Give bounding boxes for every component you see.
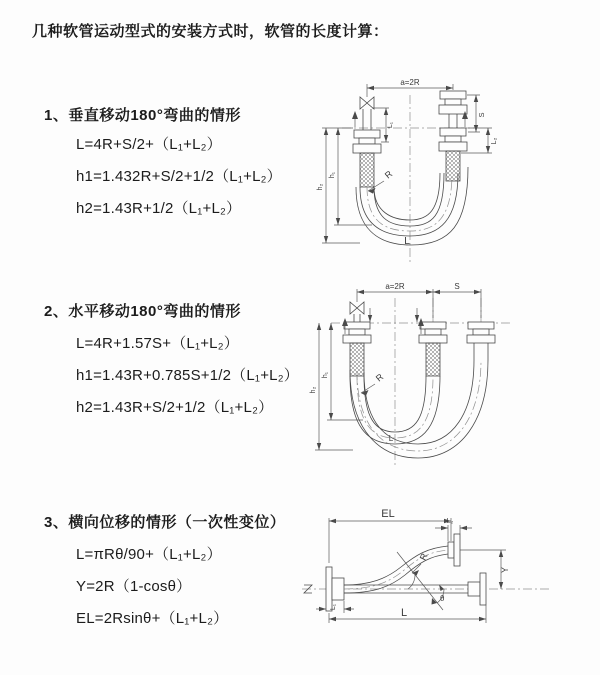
diagram-1-svg	[310, 75, 595, 270]
dimension-l	[329, 605, 486, 623]
flange-right-hub	[468, 582, 480, 596]
page-title: 几种软管运动型式的安装方式时，软管的长度计算：	[32, 23, 389, 40]
dimension-s	[467, 95, 486, 132]
braided-hose-left	[360, 153, 374, 187]
dim-label-h2: h₂	[310, 386, 317, 394]
flange-top-hub	[448, 542, 454, 558]
dim-label-l1: L₁	[330, 603, 337, 611]
angle-theta	[397, 552, 445, 610]
valve-icon	[350, 302, 364, 322]
section-3-heading: 3、横向位移的情形（一次性变位）	[44, 514, 286, 531]
formula-line: EL=2Rsinθ+（L₁+L₂）	[76, 610, 229, 627]
flange-right-lower	[439, 128, 467, 151]
dim-label-h2: h₂	[317, 183, 324, 191]
section-2-heading: 2、水平移动180°弯曲的情形	[44, 303, 241, 320]
hose-arcs	[350, 360, 488, 458]
dim-label-a2r: a=2R	[385, 282, 405, 291]
dimension-a2r	[357, 282, 481, 318]
flange-right	[467, 322, 495, 360]
formula-line: Y=2R（1-cosθ）	[76, 578, 192, 595]
label-r: R	[417, 551, 430, 562]
dim-label-l2: L₂	[446, 518, 454, 525]
flange-right-upper	[439, 91, 467, 128]
formula-line: L=4R+1.57S+（L₁+L₂）	[76, 335, 239, 352]
dim-label-a2r: a=2R	[400, 78, 420, 87]
diagram-3-svg	[300, 497, 595, 647]
dim-label-h1: h₁	[329, 171, 336, 179]
label-r: R	[373, 371, 386, 384]
label-theta: θ	[440, 594, 445, 603]
flange-top-plate	[454, 534, 460, 566]
diagram-vertical-bend	[310, 75, 595, 275]
valve-icon	[360, 97, 374, 130]
section-1-heading: 1、垂直移动180°弯曲的情形	[44, 107, 241, 124]
label-l: L	[404, 236, 410, 247]
dim-label-h1: h₁	[322, 371, 329, 379]
formula-line: h1=1.432R+S/2+1/2（L₁+L₂）	[76, 168, 282, 185]
dim-label-l1: L₁	[387, 121, 394, 129]
flange-right-plate	[480, 573, 486, 605]
dim-label-y: Y	[500, 566, 510, 574]
formula-line: L=4R+S/2+（L₁+L₂）	[76, 136, 222, 153]
dim-label-s: S	[477, 112, 486, 118]
dim-label-l2: L₂	[491, 137, 498, 145]
formula-line: h2=1.43R+1/2（L₁+L₂）	[76, 200, 242, 217]
dimension-l1	[316, 601, 354, 613]
dim-label-l: L	[400, 607, 408, 619]
diagram-2-svg	[305, 280, 595, 475]
label-l: L	[388, 434, 394, 443]
braided-hose-middle	[426, 343, 440, 376]
label-r: R	[382, 168, 395, 181]
dim-label-el: EL	[381, 508, 395, 520]
formula-line: h2=1.43R+S/2+1/2（L₁+L₂）	[76, 399, 274, 416]
dimension-l2	[435, 518, 472, 541]
s-curve-hose	[344, 534, 460, 593]
dimension-el	[329, 508, 451, 563]
dim-label-s: S	[454, 282, 460, 291]
flange-left	[353, 130, 381, 153]
diagram-horizontal-bend	[305, 280, 595, 480]
formula-line: h1=1.43R+0.785S+1/2（L₁+L₂）	[76, 367, 299, 384]
diagram-lateral-displacement	[300, 497, 595, 652]
formula-line: L=πRθ/90+（L₁+L₂）	[76, 546, 222, 563]
